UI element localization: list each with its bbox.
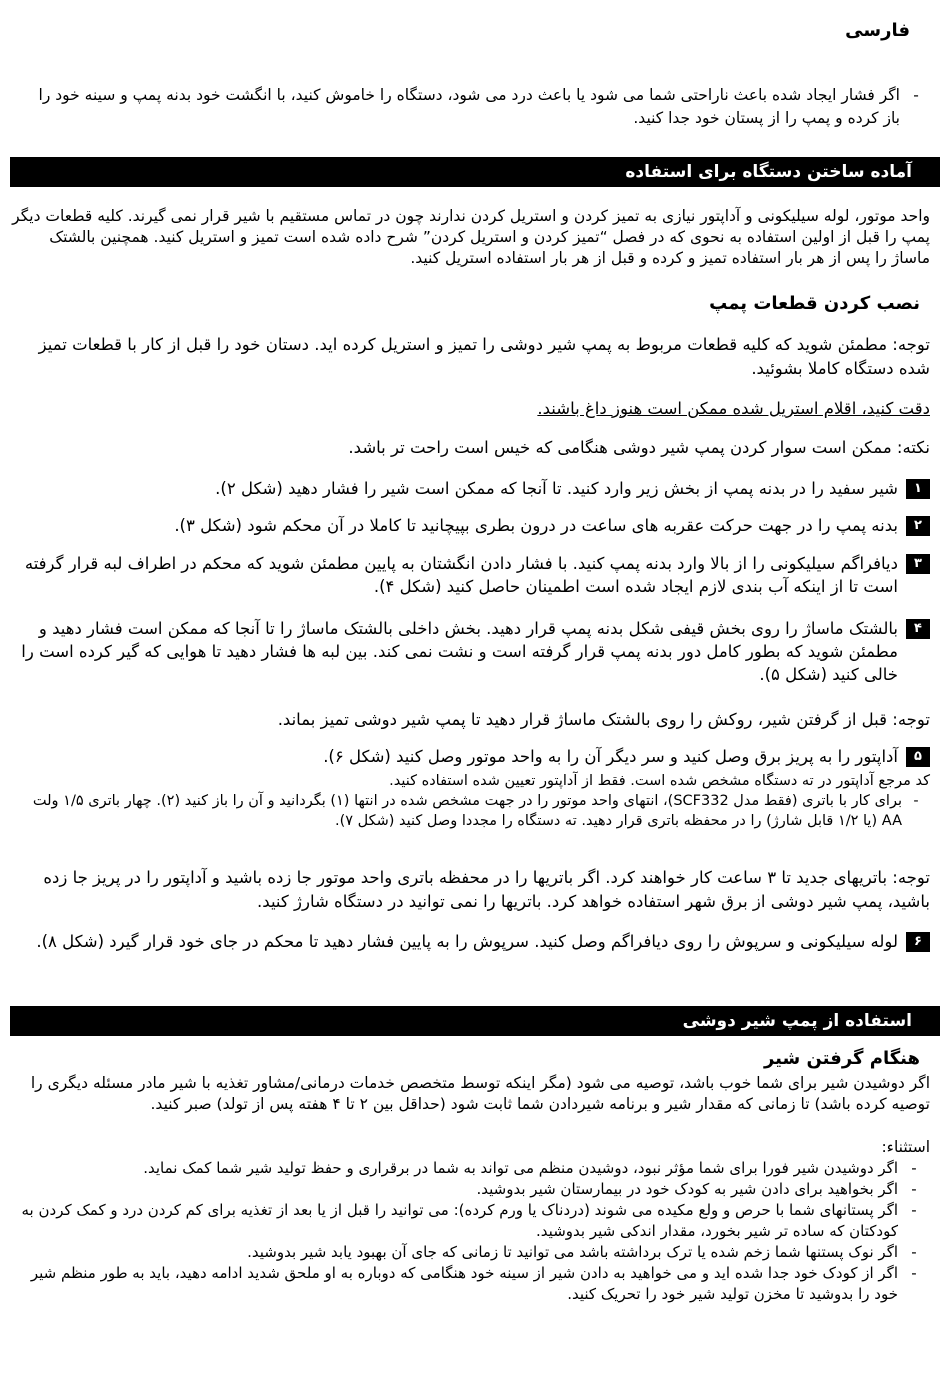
list-item-text: اگر دوشیدن شیر فورا برای شما مؤثر نبود، دوشیدن منظم می تواند به شما در برقراری و حفظ تولید شیر شما کمک نماید. bbox=[143, 1159, 898, 1177]
intro-bullet bbox=[20, 84, 932, 130]
step-text: لوله سیلیکونی و سرپوش را روی دیافراگم وصل کنید. سرپوش را به پایین فشار دهید تا محکم در جای خود قرار گیرد (شکل ۸). bbox=[36, 932, 898, 951]
note-battery: توجه: باتریهای جدید تا ۳ ساعت کار خواهند کرد. اگر باتریها را در محفظه باتری واحد موتور جا زده باشید و آداپتور را در پریز جا زده باشید، پمپ شیر دوشی از برق شهر استفاده خواهد کرد. باتریها را نمی توانید در دستگاه شارژ کنید. bbox=[43, 868, 930, 911]
section2-intro: اگر دوشیدن شیر برای شما خوب باشد، توصیه می شود (مگر اینکه توسط متخصص خدمات درمانی/مشاور تغذیه با شیر مادر مسئله دیگری را توصیه کرده باشد) تا زمانی که مقدار شیر و برنامه شیردادن شما ثابت شود (حداقل بین ۲ تا ۴ هفته پس از تولد) صبر کنید. bbox=[30, 1074, 930, 1113]
section-title-bar-2: استفاده از پمپ شیر دوشی bbox=[10, 1006, 940, 1036]
list-item bbox=[10, 1263, 930, 1305]
step-6 bbox=[10, 930, 930, 953]
note-hot: دقت کنید، اقلام استریل شده ممکن است هنوز داغ باشند. bbox=[537, 399, 930, 418]
step-text: بالشتک ماساژ را روی بخش قیفی شکل بدنه پمپ قرار دهید. بخش داخلی بالشتک ماساژ را تا آنجا که ممکن است فشار دهید و مطمئن شوید که بطور کامل دور بدنه پمپ قرار گرفته است و نشت نمی کند. بین لبه ها فشار دهید تا هوایی که گیر کرده است را خالی کنید (شکل ۵). bbox=[21, 619, 898, 684]
bullet-dash: - bbox=[913, 86, 919, 104]
step-4 bbox=[10, 617, 930, 686]
section1-intro: واحد موتور، لوله سیلیکونی و آداپتور نیازی به تمیز کردن و استریل کردن ندارند چون در تماس مستقیم با شیر قرار نمی گیرند. کلیه قطعات دیگر پمپ را قبل از اولین استفاده به نحوی که در فصل “تمیز کردن و استریل کردن” شرح داده شده است تمیز و استریل کنید. همچنین بالشتک ماساژ را پس از هر بار استفاده تمیز و کرده و قبل از هر بار استفاده استریل کنید. bbox=[12, 207, 930, 267]
step-text: آداپتور را به پریز برق وصل کنید و سر دیگر آن را به واحد موتور وصل کنید (شکل ۶). bbox=[323, 747, 898, 766]
list-item-text: اگر از کودک خود جدا شده اید و می خواهید به دادن شیر از سینه خود هنگامی که دوباره به او ملحق شدید ادامه دهید، باید به طور منظم شیر خود را بدوشید تا مخزن تولید شیر خود را تحریک کنید. bbox=[30, 1264, 898, 1303]
list-item bbox=[10, 1200, 930, 1242]
step-number: ۵ bbox=[906, 747, 930, 767]
note-cover: توجه: قبل از گرفتن شیر، روکش را روی بالشتک ماساژ قرار دهید تا پمپ شیر دوشی تمیز بماند. bbox=[277, 710, 930, 729]
adapter-detail: کد مرجع آداپتور در ته دستگاه مشخص شده است. فقط از آداپتور تعیین شده استفاده کنید. bbox=[389, 773, 930, 789]
step-number: ۳ bbox=[906, 554, 930, 574]
bullet-dash: - bbox=[911, 1264, 917, 1282]
step-number: ۴ bbox=[906, 619, 930, 639]
step-5 bbox=[10, 745, 930, 768]
step-1 bbox=[10, 477, 930, 500]
step-2 bbox=[10, 514, 930, 537]
step-text: بدنه پمپ را در جهت حرکت عقربه های ساعت در درون بطری بپیچانید تا کاملا در آن محکم شود (شکل ۳). bbox=[174, 516, 898, 535]
language-header: فارسی bbox=[845, 20, 910, 41]
step-number: ۲ bbox=[906, 516, 930, 536]
list-item bbox=[10, 1179, 930, 1200]
step-3 bbox=[10, 552, 930, 598]
step-number: ۱ bbox=[906, 479, 930, 499]
section1-subtitle: نصب کردن قطعات پمپ bbox=[709, 293, 920, 314]
list-item-text: اگر نوک پستنها شما زخم شده یا ترک برداشته باشد می توانید تا زمانی که جای آن بهبود یابد شیر بدوشید. bbox=[247, 1243, 898, 1261]
exceptions-list bbox=[10, 1158, 930, 1305]
bullet-dash: - bbox=[911, 1243, 917, 1261]
bullet-dash: - bbox=[913, 793, 919, 809]
bullet-dash: - bbox=[911, 1180, 917, 1198]
list-item bbox=[10, 1242, 930, 1263]
step-text: شیر سفید را در بدنه پمپ از بخش زیر وارد کنید. تا آنجا که ممکن است شیر را فشار دهید (شکل ۲). bbox=[215, 479, 898, 498]
bullet-dash: - bbox=[911, 1201, 917, 1219]
note-clean: توجه: مطمئن شوید که کلیه قطعات مربوط به پمپ شیر دوشی را تمیز و استریل کرده اید. دستان خود را قبل از کار با قطعات تمیز شده دستگاه کاملا بشوئید. bbox=[38, 335, 930, 378]
step-text: دیافراگم سیلیکونی را از بالا وارد بدنه پمپ کنید. با فشار دادن انگشتان به پایین مطمئن شوید که محکم در اطراف لبه قرار گرفته است تا از اینکه آب بندی لازم ایجاد شده است اطمینان حاصل کنید (شکل ۴). bbox=[24, 554, 898, 596]
section2-subtitle: هنگام گرفتن شیر bbox=[763, 1048, 920, 1069]
step-number: ۶ bbox=[906, 932, 930, 952]
exceptions-label: استثناء: bbox=[881, 1138, 930, 1156]
intro-bullet-text: اگر فشار ایجاد شده باعث ناراحتی شما می شود یا باعث درد می شود، دستگاه را خاموش کنید، با انگشت خود بدنه پمپ و سینه خود را باز کرده و پمپ را از پستان خود جدا کنید. bbox=[38, 86, 900, 127]
bullet-dash: - bbox=[911, 1159, 917, 1177]
note-wet: نکته: ممکن است سوار کردن پمپ شیر دوشی هنگامی که خیس است راحت تر باشد. bbox=[348, 438, 930, 457]
section-title-bar: آماده ساختن دستگاه برای استفاده bbox=[10, 157, 940, 187]
battery-bullet-text: برای کار با باتری (فقط مدل SCF332)، انتهای واحد موتور را در جهت مشخص شده در انتها (۱) بگردانید و آن را باز کنید (۲). چهار باتری ۱/۵ ولت AA (یا ۱/۲ قابل شارژ) را در محفظه باتری قرار دهید. ته دستگاه را مجددا وصل کنید (شکل ۷). bbox=[32, 793, 902, 829]
battery-bullet bbox=[10, 791, 930, 831]
list-item bbox=[10, 1158, 930, 1179]
list-item-text: اگر بخواهید برای دادن شیر به کودک خود در بیمارستان شیر بدوشید. bbox=[476, 1180, 898, 1198]
list-item-text: اگر پستانهای شما با حرص و ولع مکیده می شوند (دردناک یا ورم کرده): می توانید را قبل از یا بعد از تغذیه برای کم کردن درد و کمک کردن به کودکتان که ساده تر شیر بخورد، مقدار اندکی شیر بدوشید. bbox=[21, 1201, 898, 1240]
